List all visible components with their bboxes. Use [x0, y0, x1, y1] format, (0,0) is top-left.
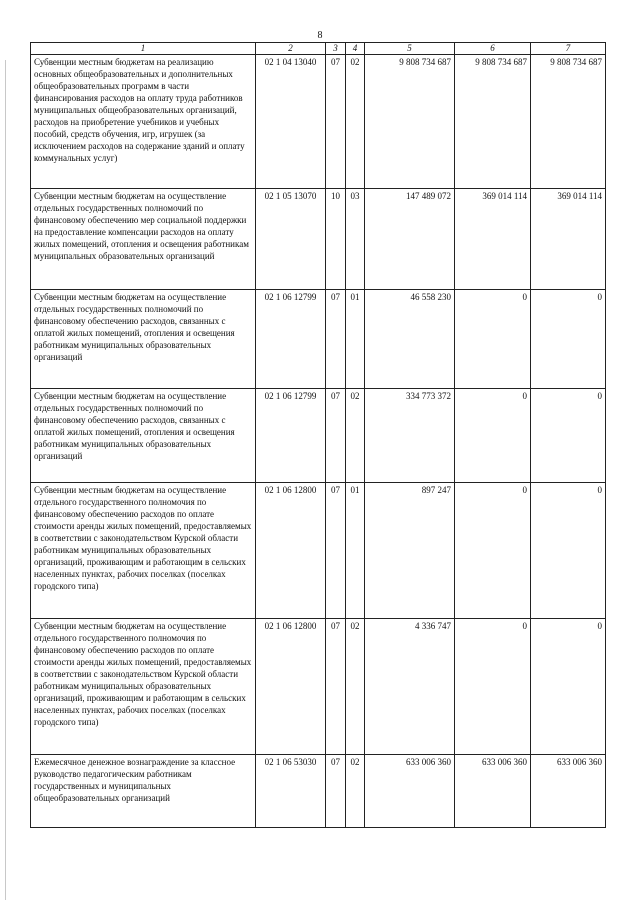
row-amount-5: 9 808 734 687: [365, 55, 455, 189]
row-amount-5: 334 773 372: [365, 389, 455, 483]
row-section: 07: [326, 483, 346, 619]
table-row: [31, 483, 606, 619]
budget-table: [30, 42, 606, 828]
row-section: 07: [326, 55, 346, 189]
row-code: 02 1 04 13040: [256, 55, 326, 189]
row-amount-7: 0: [531, 290, 606, 389]
row-subsection: 02: [346, 55, 365, 189]
table-row: [31, 55, 606, 189]
header-col-4: 4: [346, 43, 365, 55]
row-subsection: 02: [346, 389, 365, 483]
header-col-3: 3: [326, 43, 346, 55]
row-amount-7: 0: [531, 483, 606, 619]
row-code: 02 1 06 12799: [256, 290, 326, 389]
row-description: Субвенции местным бюджетам на осуществление отдельных государственных полномочий по финансовому обеспечению мер социальной поддержки на предоставление компенсации расходов на оплату жилых помещений, отопления и освещения работникам муниципальных образовательных организаций: [31, 189, 256, 290]
row-description: Субвенции местным бюджетам на реализацию основных общеобразовательных и дополнительных общеобразовательных программ в части финансирования расходов на оплату труда работников муниципальных общеобразовательных организаций, расходов на приобретение учебников и учебных пособий, средств обучения, игр, игрушек (за исключением расходов на содержание зданий и оплату коммунальных услуг): [31, 55, 256, 189]
row-code: 02 1 05 13070: [256, 189, 326, 290]
row-code: 02 1 06 12800: [256, 619, 326, 755]
page-number: 8: [317, 30, 323, 41]
table-row: [31, 389, 606, 483]
row-amount-6: 0: [455, 619, 531, 755]
row-subsection: 03: [346, 189, 365, 290]
row-amount-7: 633 006 360: [531, 755, 606, 828]
row-description: Субвенции местным бюджетам на осуществление отдельного государственного полномочия по финансовому обеспечению расходов по оплате стоимости аренды жилых помещений, предоставляемых в соответствии с законодательством Курской области работникам муниципальных образовательных организаций, проживающим и работающим в сельских населенных пунктах, рабочих поселках (поселках городского типа): [31, 483, 256, 619]
row-amount-7: 0: [531, 619, 606, 755]
header-col-2: 2: [256, 43, 326, 55]
header-col-6: 6: [455, 43, 531, 55]
row-amount-7: 9 808 734 687: [531, 55, 606, 189]
row-amount-5: 147 489 072: [365, 189, 455, 290]
header-row: [31, 43, 606, 55]
row-amount-5: 897 247: [365, 483, 455, 619]
table-row: [31, 755, 606, 828]
row-amount-6: 0: [455, 290, 531, 389]
row-code: 02 1 06 12799: [256, 389, 326, 483]
row-section: 07: [326, 619, 346, 755]
row-amount-5: 46 558 230: [365, 290, 455, 389]
row-amount-6: 369 014 114: [455, 189, 531, 290]
header-col-5: 5: [365, 43, 455, 55]
scan-edge-mark: [5, 60, 6, 900]
row-amount-6: 633 006 360: [455, 755, 531, 828]
header-col-7: 7: [531, 43, 606, 55]
row-section: 07: [326, 389, 346, 483]
row-amount-6: 0: [455, 483, 531, 619]
header-col-1: 1: [31, 43, 256, 55]
table-row: [31, 290, 606, 389]
row-amount-5: 633 006 360: [365, 755, 455, 828]
row-description: Субвенции местным бюджетам на осуществление отдельного государственного полномочия по финансовому обеспечению расходов по оплате стоимости аренды жилых помещений, предоставляемых в соответствии с законодательством Курской области работникам муниципальных образовательных организаций, проживающим и работающим в сельских населенных пунктах, рабочих поселках (поселках городского типа): [31, 619, 256, 755]
row-subsection: 01: [346, 290, 365, 389]
row-code: 02 1 06 53030: [256, 755, 326, 828]
row-subsection: 02: [346, 619, 365, 755]
table-row: [31, 189, 606, 290]
row-amount-7: 369 014 114: [531, 189, 606, 290]
row-amount-7: 0: [531, 389, 606, 483]
row-subsection: 01: [346, 483, 365, 619]
row-subsection: 02: [346, 755, 365, 828]
row-code: 02 1 06 12800: [256, 483, 326, 619]
row-description: Субвенции местным бюджетам на осуществление отдельных государственных полномочий по финансовому обеспечению расходов, связанных с оплатой жилых помещений, отопления и освещения работникам муниципальных образовательных организаций: [31, 389, 256, 483]
row-section: 07: [326, 755, 346, 828]
row-section: 10: [326, 189, 346, 290]
row-description: Субвенции местным бюджетам на осуществление отдельных государственных полномочий по финансовому обеспечению расходов, связанных с оплатой жилых помещений, отопления и освещения работникам муниципальных образовательных организаций: [31, 290, 256, 389]
table-row: [31, 619, 606, 755]
row-description: Ежемесячное денежное вознаграждение за классное руководство педагогическим работникам государственных и муниципальных общеобразовательных организаций: [31, 755, 256, 828]
row-section: 07: [326, 290, 346, 389]
row-amount-6: 9 808 734 687: [455, 55, 531, 189]
row-amount-5: 4 336 747: [365, 619, 455, 755]
row-amount-6: 0: [455, 389, 531, 483]
